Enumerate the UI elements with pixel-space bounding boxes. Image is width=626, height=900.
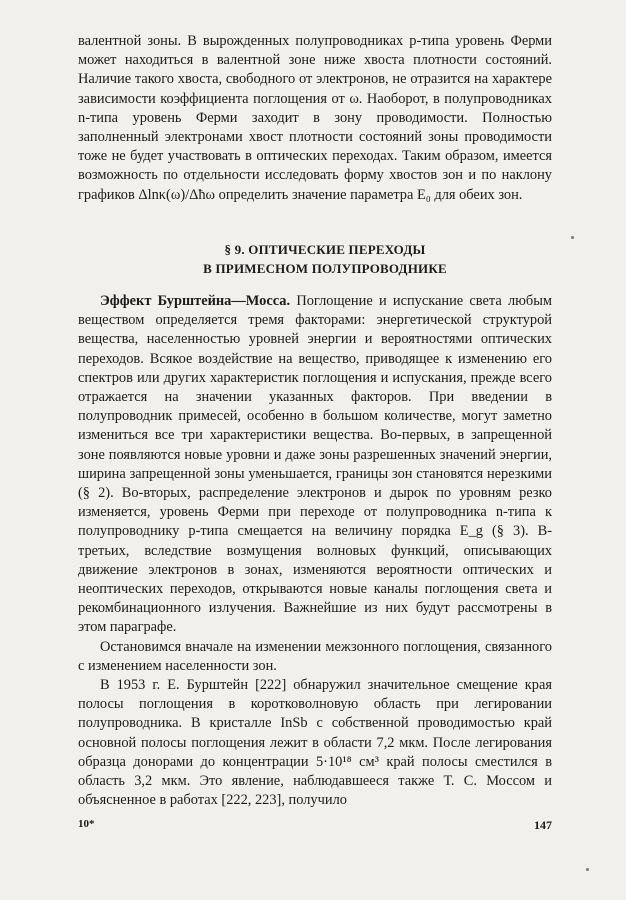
paragraph-3: В 1953 г. Е. Бурштейн [222] обнаружил значительное смещение края полосы поглощения в коротковолновую область при легировании полупроводника. В кристалле InSb с собственной проводимостью край основной полосы поглощения лежит в области 7,2 мкм. После легирования образца донорами до концентрации 5·10¹⁸ см³ край полосы сместился в область 3,2 мкм. Это явление, наблюдавшееся также Т. С. Моссом и объясненное в работах [222, 223], получило: [78, 677, 552, 809]
section-heading-line-1: § 9. ОПТИЧЕСКИЕ ПЕРЕХОДЫ: [224, 242, 426, 257]
paragraph-lead: Эффект Бурштейна—Мосса.: [100, 293, 291, 309]
page-number: 147: [534, 818, 552, 832]
paragraph-1-text: Поглощение и испускание света любым веществом определяется тремя факторами: энергетической структурой вещества, населенностью уровней энергии и вероятностями оптических переходов. Всякое воздействие на вещество, приводящее к изменению его спектров или других характеристик поглощения и испускания, прежде всего отражается на значении указанных факторов. При введении в полупроводник примесей, особенно в большом количестве, могут заметно измениться все три характеристики вещества. Во-первых, в запрещенной зоне появляются новые уровни и даже зоны разрешенных значений энергии, ширина запрещенной зоны уменьшается, границы зон становятся нерезкими (§ 2). Во-вторых, распределение электронов и дырок по уровням резко изменяется, уровень Ферми при переходе от полупроводника n-типа к полупроводнику p-типа смещается на величину порядка E_g (§ 3). В-третьих, вследствие возмущения волновых функций, описывающих движение электронов в зонах, изменяются вероятности оптических и неоптических переходов, открываются новые каналы поглощения света и рекомбинационного излучения. Важнейшие из них будут рассмотрены в этом параграфе.: [78, 293, 552, 636]
section-heading: [78, 240, 552, 278]
section-heading-line-2: В ПРИМЕСНОМ ПОЛУПРОВОДНИКЕ: [203, 261, 447, 276]
print-speck: [571, 236, 574, 239]
print-speck: [586, 868, 589, 871]
section-body: [78, 292, 552, 810]
top-paragraph-text: валентной зоны. В вырожденных полупроводниках p-типа уровень Ферми может находиться в валентной зоне ниже хвоста плотности состояний. Наличие такого хвоста, свободного от электронов, не отразится на характере зависимости коэффициента поглощения от ω. Наоборот, в полупроводниках n-типа уровень Ферми заходит в зону проводимости. Полностью заполненный электронами хвост плотности состояний зоны проводимости тоже не будет участвовать в оптических переходах. Таким образом, имеется возможность по отдельности исследовать форму хвостов зон и по наклону графиков Δlnκ(ω)/Δħω определить значение параметра E₀ для обеих зон.: [78, 33, 552, 203]
signature-mark: 10*: [78, 818, 95, 830]
paragraph-1: [78, 292, 552, 638]
paragraph-2: Остановимся вначале на изменении межзонного поглощения, связанного с изменением населенности зон.: [78, 638, 552, 674]
top-paragraph: [78, 32, 552, 205]
